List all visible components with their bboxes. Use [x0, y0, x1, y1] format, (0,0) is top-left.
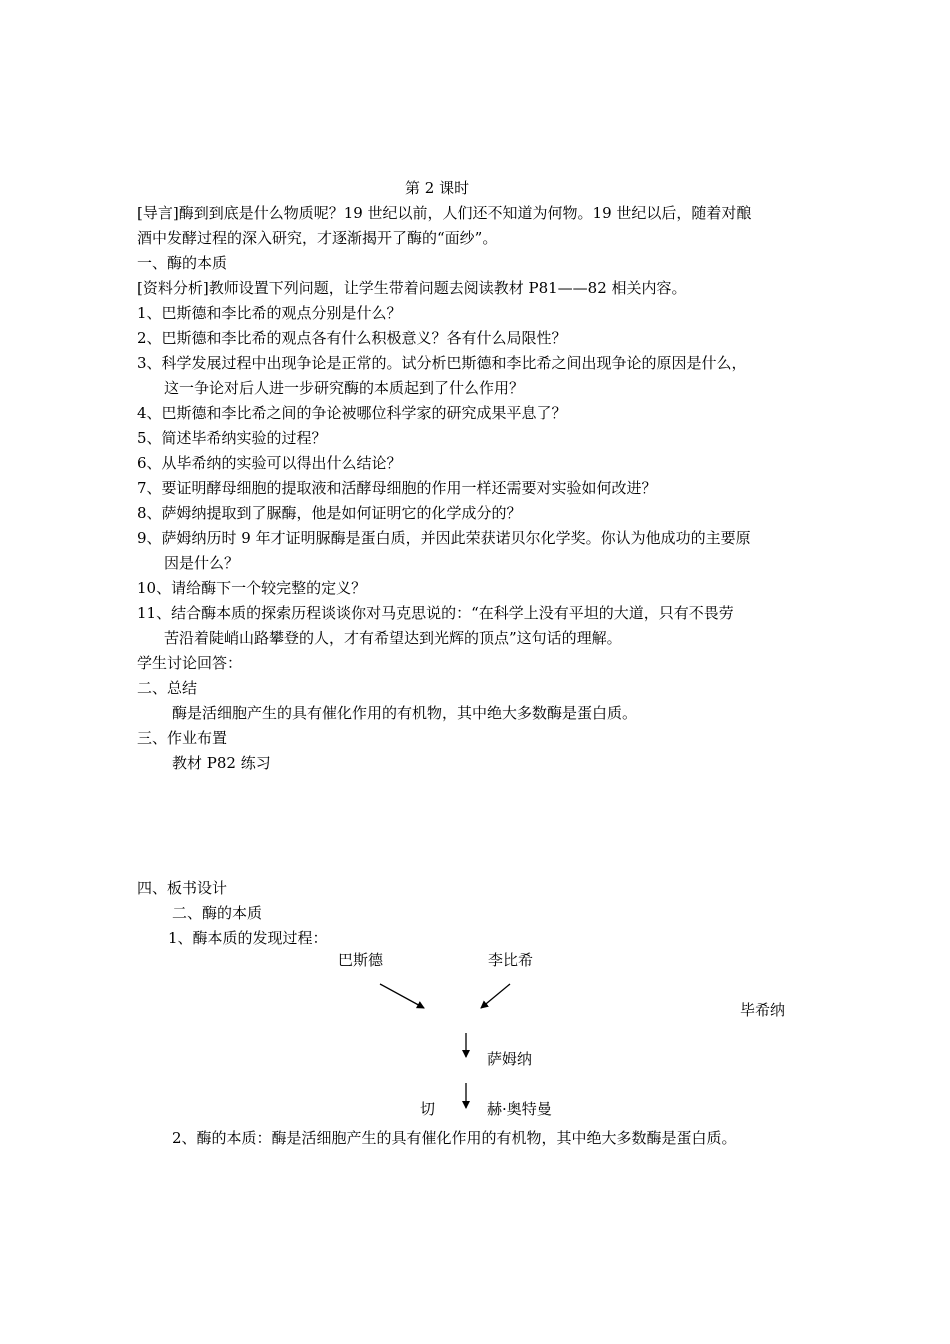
discussion-label: 学生讨论回答：	[137, 654, 243, 672]
question-5: 5、简述毕希纳实验的过程？	[137, 429, 327, 447]
material-analysis: [资料分析]教师设置下列问题，让学生带着问题去阅读教材 P81——82 相关内容。	[137, 279, 687, 297]
name-buchner: 毕希纳	[740, 1001, 786, 1019]
section-heading-4: 四、板书设计	[137, 879, 228, 897]
intro-line-1: [导言]酶到到底是什么物质呢？19 世纪以前，人们还不知道为何物。19 世纪以后，随着对酿	[137, 204, 752, 222]
question-11-cont: 苦沿着陡峭山路攀登的人，才有希望达到光辉的顶点”这句话的理解。	[164, 629, 622, 647]
question-9: 9、萨姆纳历时 9 年才证明脲酶是蛋白质，并因此荣获诺贝尔化学奖。你认为他成功的主要原	[137, 529, 751, 547]
arrow-pasteur	[380, 984, 424, 1008]
name-sumner: 萨姆纳	[487, 1050, 533, 1068]
question-2: 2、巴斯德和李比希的观点各有什么积极意义？各有什么局限性？	[137, 329, 567, 347]
intro-line-2: 酒中发酵过程的深入研究，才逐渐揭开了酶的“面纱”。	[137, 229, 498, 247]
page-title: 第 2 课时	[405, 179, 470, 197]
section-heading-1: 一、酶的本质	[137, 254, 228, 272]
homework-text: 教材 P82 练习	[172, 754, 271, 772]
summary-text: 酶是活细胞产生的具有催化作用的有机物，其中绝大多数酶是蛋白质。	[172, 704, 638, 722]
question-4: 4、巴斯德和李比希之间的争论被哪位科学家的研究成果平息了？	[137, 404, 567, 422]
name-pasteur: 巴斯德	[338, 951, 384, 969]
section-heading-3: 三、作业布置	[137, 729, 228, 747]
name-liebig: 李比希	[488, 951, 534, 969]
section-heading-2: 二、总结	[137, 679, 198, 697]
question-8: 8、萨姆纳提取到了脲酶，他是如何证明它的化学成分的？	[137, 504, 522, 522]
question-9-cont: 因是什么？	[164, 554, 240, 572]
question-10: 10、请给酶下一个较完整的定义？	[137, 579, 367, 597]
board-sub-2: 2、酶的本质：酶是活细胞产生的具有催化作用的有机物，其中绝大多数酶是蛋白质。	[172, 1129, 737, 1147]
question-11: 11、结合酶本质的探索历程谈谈你对马克思说的：“在科学上没有平坦的大道，只有不畏劳	[137, 604, 734, 622]
question-3-cont: 这一争论对后人进一步研究酶的本质起到了什么作用？	[164, 379, 525, 397]
board-heading: 二、酶的本质	[172, 904, 263, 922]
board-sub-1: 1、酶本质的发现过程：	[168, 929, 328, 947]
question-3: 3、科学发展过程中出现争论是正常的。试分析巴斯德和李比希之间出现争论的原因是什么，	[137, 354, 747, 372]
name-qie: 切	[420, 1100, 436, 1118]
question-1: 1、巴斯德和李比希的观点分别是什么？	[137, 304, 402, 322]
question-6: 6、从毕希纳的实验可以得出什么结论？	[137, 454, 402, 472]
question-7: 7、要证明酵母细胞的提取液和活酵母细胞的作用一样还需要对实验如何改进？	[137, 479, 657, 497]
arrow-liebig	[481, 984, 510, 1008]
name-northrop: 赫·奥特曼	[487, 1100, 552, 1118]
